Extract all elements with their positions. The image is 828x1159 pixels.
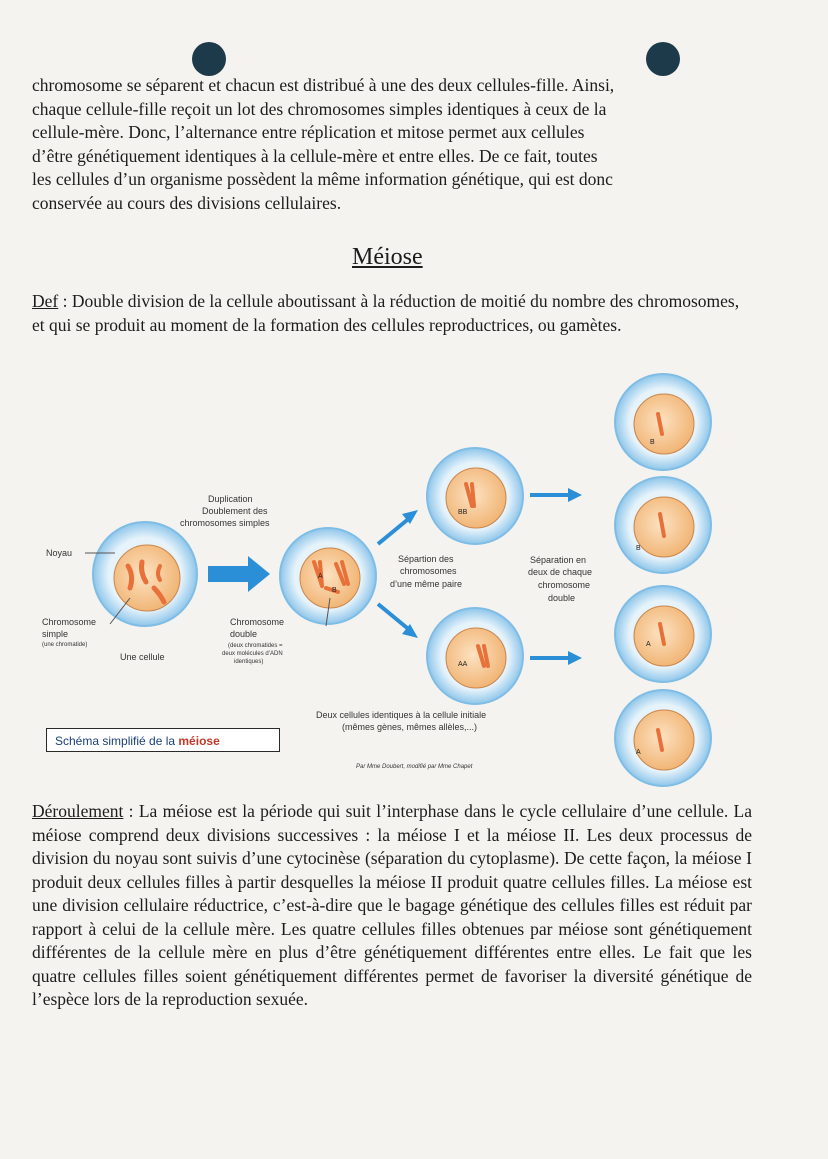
intro-line: chromosome se séparent et chacun est distribué à une des deux cellules-fille. Ainsi, xyxy=(32,75,615,95)
arrow-down xyxy=(378,604,412,632)
label-chromosome-double-5: identiques) xyxy=(234,659,264,665)
label-chromosome-double-3: (deux chromatides = xyxy=(228,643,283,649)
deroulement-label: Déroulement xyxy=(32,801,124,821)
intro-line: cellule-mère. Donc, l’alternance entre réplication et mitose permet aux cellules xyxy=(32,122,585,142)
label-chromosome-double-4: deux molécules d’ADN xyxy=(222,651,283,657)
label-noyau: Noyau xyxy=(46,548,73,558)
diagram-caption xyxy=(46,728,280,752)
punch-hole-left xyxy=(192,42,226,76)
gamete-cell-2 xyxy=(615,477,711,573)
svg-text:B: B xyxy=(332,587,337,594)
gamete-cell-1 xyxy=(615,374,711,470)
svg-text:BB: BB xyxy=(458,509,468,516)
intro-line: chaque cellule-fille reçoit un lot des chromosomes simples identiques à ceux de la xyxy=(32,98,607,119)
gamete-cell-3 xyxy=(615,586,711,682)
intro-line: d’être génétiquement identiques à la cellule-mère et entre elles. De ce fait, toutes xyxy=(32,145,598,166)
label-chromatide-note: (une chromatide) xyxy=(42,642,88,648)
label-une-cellule: Une cellule xyxy=(120,652,165,662)
svg-text:A: A xyxy=(636,749,641,756)
label-duplication-2: Doublement des xyxy=(202,506,268,516)
svg-text:AA: AA xyxy=(458,661,468,668)
duplication-arrow xyxy=(208,556,270,592)
arrow-up xyxy=(378,516,412,544)
mother-cell xyxy=(93,522,197,626)
section-title: Méiose xyxy=(352,244,423,270)
caption-prefix: Schéma simplifié de la xyxy=(55,734,179,748)
label-duplication-3: chromosomes simples xyxy=(180,518,270,528)
label-duplication-1: Duplication xyxy=(208,494,253,504)
svg-text:A: A xyxy=(646,641,651,648)
svg-text:B: B xyxy=(636,545,641,552)
label-chromosome-double-1: Chromosome xyxy=(230,617,285,627)
svg-text:B: B xyxy=(650,439,655,446)
definition-text: : Double division de la cellule aboutissant à la réduction de moitié du nombre des chromosomes, et qui se produit au moment de la formation des cellules reproductrices, ou gamètes. xyxy=(32,291,740,335)
daughter-cell-top xyxy=(427,448,523,544)
label-deux-cellules-1: Deux cellules identiques à la cellule initiale xyxy=(316,710,487,720)
label-chromosome-simple: Chromosome xyxy=(42,617,97,627)
label-separation-double-3: chromosome xyxy=(538,580,591,590)
punch-hole-right xyxy=(646,42,680,76)
label-separation-double-1: Séparation en xyxy=(530,555,587,565)
label-credit: Par Mme Doubert, modifié par Mme Chapet xyxy=(356,764,473,770)
daughter-cell-bottom xyxy=(427,608,523,704)
caption-word: méiose xyxy=(178,734,220,748)
intro-line: les cellules d’un organisme possèdent la même information génétique, qui est donc xyxy=(32,169,613,189)
deroulement-paragraph xyxy=(32,800,752,1012)
gamete-cell-4 xyxy=(615,690,711,786)
svg-text:A: A xyxy=(318,573,323,580)
intro-line: conservée au cours des divisions cellulaires. xyxy=(32,192,342,213)
label-separation-double-2: deux de chaque xyxy=(528,567,593,577)
definition-label: Def xyxy=(32,291,59,311)
label-separation-double-4: double xyxy=(548,593,576,603)
label-separation-paire-3: d’une même paire xyxy=(390,579,463,589)
label-separation-paire-2: chromosomes xyxy=(400,566,457,576)
intro-paragraph xyxy=(32,74,752,215)
deroulement-text: : La méiose est la période qui suit l’interphase dans le cycle cellulaire d’une cellule. La méiose comprend deux divisions successives : la méiose I et la méiose II. Les deux processus de division du noyau sont suivis d’une cytocinèse (séparation du cytoplasme). De cette façon, la méiose I produit deux cellules filles à partir desquelles la méiose II produit quatre cellules filles. La méiose est une division cellulaire réductrice, c’est-à-dire que le bagage génétique des cellules filles est réduit par rapport à celui de la cellule mère. Les quatre cellules filles obtenues par méiose sont génétiquement différentes de la cellule mère en plus d’être génétiquement différentes entre elles. Le fait que les quatre cellules filles soient génétiquement différentes permet de favoriser la diversité génétique de l’espèce lors de la reproduction sexuée. xyxy=(32,801,752,1009)
label-deux-cellules-2: (mêmes gènes, mêmes allèles,...) xyxy=(342,722,478,732)
label-chromosome-double-2: double xyxy=(230,629,258,639)
label-chromosome-simple-2: simple xyxy=(42,629,69,639)
definition-paragraph xyxy=(32,290,752,337)
label-separation-paire-1: Sépartion des xyxy=(398,554,454,564)
